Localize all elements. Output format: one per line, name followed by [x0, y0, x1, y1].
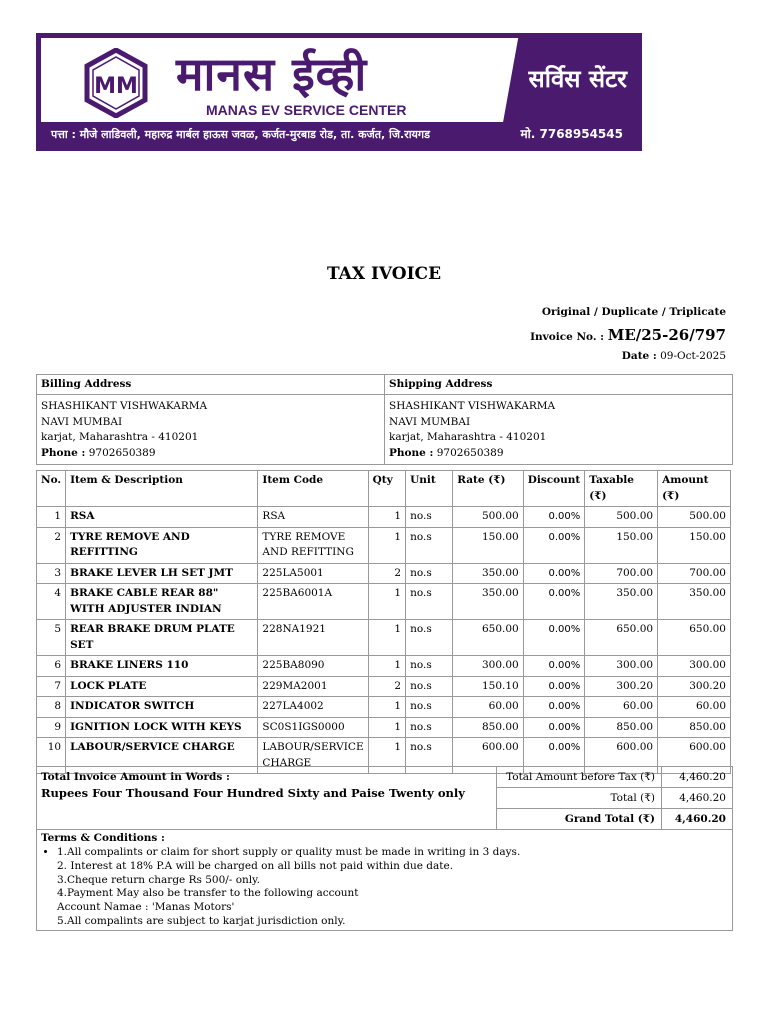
- table-row: [37, 527, 731, 563]
- table-row: [37, 656, 731, 677]
- table-cell: BRAKE LINERS 110: [66, 656, 258, 677]
- table-cell: no.s: [406, 527, 453, 563]
- col-header: Rate (₹): [453, 471, 523, 507]
- amount-words-label: Total Invoice Amount in Words :: [41, 771, 230, 783]
- table-cell: 2: [37, 527, 66, 563]
- table-cell: 5: [37, 620, 66, 656]
- table-cell: 850.00: [453, 717, 523, 738]
- terms-section: [36, 828, 733, 931]
- invoice-number: [530, 326, 726, 344]
- table-cell: 0.00%: [523, 620, 585, 656]
- shop-address: पत्ता : मौजे लाडिवली, महारुद्र मार्बल हाऊस जवळ, कर्जत-मुरबाड रोड, ता. कर्जत, जि.रायगड: [51, 128, 431, 141]
- terms-line: 2. Interest at 18% P.A will be charged on all bills not paid within due date.: [57, 859, 454, 872]
- table-cell: BRAKE LEVER LH SET JMT: [66, 563, 258, 584]
- table-cell: 1: [368, 507, 405, 528]
- table-cell: no.s: [406, 563, 453, 584]
- total-label: Total (₹): [497, 788, 662, 809]
- table-cell: RSA: [258, 507, 368, 528]
- shipping-line2: karjat, Maharashtra - 410201: [389, 431, 547, 443]
- table-cell: 0.00%: [523, 717, 585, 738]
- invoice-date-value: 09-Oct-2025: [660, 350, 726, 362]
- table-cell: 1: [368, 738, 405, 774]
- table-cell: 228NA1921: [258, 620, 368, 656]
- grand-total-row: [497, 809, 733, 830]
- total-before-tax-label: Total Amount before Tax (₹): [497, 767, 662, 788]
- brand-name-marathi: मानस ईव्ही: [176, 47, 368, 101]
- billing-phone-value: 9702650389: [88, 446, 156, 459]
- table-cell: 225LA5001: [258, 563, 368, 584]
- table-cell: 150.10: [453, 676, 523, 697]
- total-row: [497, 788, 733, 809]
- billing-address: [37, 375, 384, 464]
- col-header: Amount (₹): [658, 471, 731, 507]
- table-cell: TYRE REMOVE AND REFITTING: [66, 527, 258, 563]
- table-cell: 60.00: [585, 697, 658, 718]
- table-cell: no.s: [406, 697, 453, 718]
- grand-total-value: 4,460.20: [662, 809, 733, 830]
- table-cell: LABOUR/SERVICE CHARGE: [66, 738, 258, 774]
- table-cell: 2: [368, 563, 405, 584]
- table-cell: 300.20: [585, 676, 658, 697]
- table-cell: 60.00: [453, 697, 523, 718]
- table-cell: 1: [37, 507, 66, 528]
- document-title: TAX IVOICE: [326, 264, 442, 284]
- items-table: [36, 470, 731, 774]
- table-cell: INDICATOR SWITCH: [66, 697, 258, 718]
- col-header: Qty: [368, 471, 405, 507]
- table-cell: TYRE REMOVE AND REFITTING: [258, 527, 368, 563]
- table-row: [37, 563, 731, 584]
- table-cell: 150.00: [658, 527, 731, 563]
- table-row: [37, 697, 731, 718]
- table-row: [37, 620, 731, 656]
- table-cell: 300.00: [658, 656, 731, 677]
- terms-line: 5.All compalints are subject to karjat jurisdiction only.: [57, 914, 346, 927]
- table-cell: 850.00: [585, 717, 658, 738]
- table-cell: 1: [368, 584, 405, 620]
- table-cell: no.s: [406, 656, 453, 677]
- table-cell: 1: [368, 620, 405, 656]
- table-cell: 0.00%: [523, 738, 585, 774]
- table-row: [37, 507, 731, 528]
- table-cell: no.s: [406, 584, 453, 620]
- table-cell: 700.00: [585, 563, 658, 584]
- table-cell: 600.00: [658, 738, 731, 774]
- table-cell: no.s: [406, 738, 453, 774]
- table-cell: 500.00: [585, 507, 658, 528]
- table-cell: 225BA8090: [258, 656, 368, 677]
- shipping-name: SHASHIKANT VISHWAKARMA: [389, 400, 556, 412]
- table-cell: 4: [37, 584, 66, 620]
- table-cell: 0.00%: [523, 563, 585, 584]
- table-cell: 7: [37, 676, 66, 697]
- table-cell: BRAKE CABLE REAR 88" WITH ADJUSTER INDIAN: [66, 584, 258, 620]
- table-cell: 300.00: [585, 656, 658, 677]
- totals-section: [36, 766, 733, 830]
- table-cell: LABOUR/SERVICE CHARGE: [258, 738, 368, 774]
- shipping-line1: NAVI MUMBAI: [389, 415, 471, 428]
- invoice-date: [622, 350, 726, 362]
- terms-line: Account Namae : 'Manas Motors': [57, 901, 235, 914]
- table-cell: 1: [368, 717, 405, 738]
- table-cell: 0.00%: [523, 507, 585, 528]
- col-header: Item Code: [258, 471, 368, 507]
- table-cell: LOCK PLATE: [66, 676, 258, 697]
- header-banner: [36, 33, 642, 151]
- logo-text: MM: [94, 74, 138, 99]
- table-cell: 350.00: [453, 584, 523, 620]
- terms-line: 3.Cheque return charge Rs 500/- only.: [57, 873, 261, 886]
- amount-words: Rupees Four Thousand Four Hundred Sixty and Paise Twenty only: [41, 786, 465, 800]
- table-cell: no.s: [406, 676, 453, 697]
- table-cell: 227LA4002: [258, 697, 368, 718]
- col-header: Unit: [406, 471, 453, 507]
- table-cell: 229MA2001: [258, 676, 368, 697]
- table-cell: 60.00: [658, 697, 731, 718]
- invoice-number-label: Invoice No. :: [530, 331, 605, 343]
- table-cell: SC0S1IGS0000: [258, 717, 368, 738]
- brand-name-english: MANAS EV SERVICE CENTER: [206, 102, 407, 118]
- table-cell: 0.00%: [523, 697, 585, 718]
- table-row: [37, 717, 731, 738]
- col-header: Taxable (₹): [585, 471, 658, 507]
- table-cell: 6: [37, 656, 66, 677]
- table-cell: 10: [37, 738, 66, 774]
- address-section: [36, 374, 733, 465]
- table-cell: 350.00: [658, 584, 731, 620]
- shipping-phone: [389, 446, 728, 462]
- grand-total-label: Grand Total (₹): [497, 809, 662, 830]
- table-cell: 350.00: [453, 563, 523, 584]
- terms-heading: Terms & Conditions :: [41, 832, 165, 844]
- table-header-row: [37, 471, 731, 507]
- totals-table: [496, 766, 733, 830]
- table-cell: 2: [368, 676, 405, 697]
- table-cell: no.s: [406, 717, 453, 738]
- table-cell: 8: [37, 697, 66, 718]
- billing-phone-label: Phone :: [41, 446, 86, 459]
- invoice-number-value: ME/25-26/797: [607, 326, 726, 344]
- table-row: [37, 676, 731, 697]
- shipping-phone-label: Phone :: [389, 446, 434, 459]
- shipping-phone-value: 9702650389: [436, 446, 504, 459]
- table-cell: 700.00: [658, 563, 731, 584]
- terms-line: • 1.All compalints or claim for short supply or quality must be made in writing in 3 days.: [57, 846, 521, 858]
- terms-item: [57, 846, 520, 929]
- col-header: Item & Description: [66, 471, 258, 507]
- table-cell: 1: [368, 527, 405, 563]
- table-cell: 300.20: [658, 676, 731, 697]
- table-cell: 850.00: [658, 717, 731, 738]
- table-cell: 500.00: [658, 507, 731, 528]
- table-cell: no.s: [406, 620, 453, 656]
- table-cell: no.s: [406, 507, 453, 528]
- copy-type: Original / Duplicate / Triplicate: [541, 306, 726, 318]
- table-cell: 0.00%: [523, 656, 585, 677]
- table-cell: 500.00: [453, 507, 523, 528]
- table-cell: 150.00: [453, 527, 523, 563]
- table-cell: 3: [37, 563, 66, 584]
- table-cell: 300.00: [453, 656, 523, 677]
- invoice-date-label: Date :: [621, 350, 657, 362]
- table-cell: 350.00: [585, 584, 658, 620]
- table-cell: 0.00%: [523, 676, 585, 697]
- table-row: [37, 584, 731, 620]
- billing-name: SHASHIKANT VISHWAKARMA: [41, 400, 208, 412]
- billing-line2: karjat, Maharashtra - 410201: [41, 431, 199, 443]
- table-cell: 650.00: [658, 620, 731, 656]
- total-value: 4,460.20: [662, 788, 733, 809]
- table-cell: 150.00: [585, 527, 658, 563]
- table-cell: RSA: [66, 507, 258, 528]
- table-cell: 600.00: [585, 738, 658, 774]
- table-cell: 1: [368, 697, 405, 718]
- table-cell: REAR BRAKE DRUM PLATE SET: [66, 620, 258, 656]
- table-cell: 650.00: [453, 620, 523, 656]
- table-cell: 650.00: [585, 620, 658, 656]
- shipping-address: [384, 375, 732, 464]
- terms-line: 4.Payment May also be transfer to the following account: [57, 887, 359, 900]
- total-before-tax-value: 4,460.20: [662, 767, 733, 788]
- table-cell: 225BA6001A: [258, 584, 368, 620]
- col-header: No.: [37, 471, 66, 507]
- brand-logo-icon: [81, 48, 151, 118]
- table-cell: 0.00%: [523, 527, 585, 563]
- table-cell: 1: [368, 656, 405, 677]
- table-cell: 0.00%: [523, 584, 585, 620]
- billing-phone: [41, 446, 380, 462]
- billing-heading: Billing Address: [37, 375, 384, 395]
- total-before-tax-row: [497, 767, 733, 788]
- terms-list: [41, 846, 520, 929]
- shipping-heading: Shipping Address: [385, 375, 732, 395]
- table-cell: 9: [37, 717, 66, 738]
- table-cell: IGNITION LOCK WITH KEYS: [66, 717, 258, 738]
- col-header: Discount: [523, 471, 585, 507]
- service-tag: सर्विस सेंटर: [528, 65, 627, 93]
- table-cell: 600.00: [453, 738, 523, 774]
- billing-line1: NAVI MUMBAI: [41, 415, 123, 428]
- shop-mobile: मो. 7768954545: [520, 127, 623, 141]
